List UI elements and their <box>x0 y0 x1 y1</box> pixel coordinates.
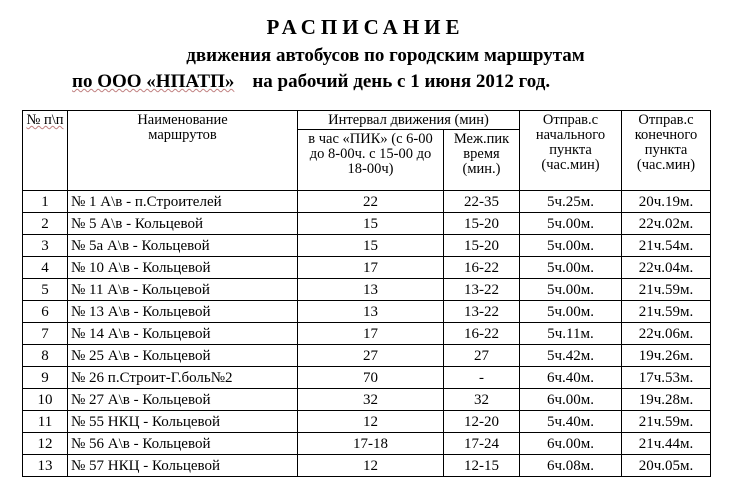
header-route-name <box>68 111 298 191</box>
row-number: 9 <box>23 367 68 389</box>
row-number: 12 <box>23 433 68 455</box>
depart-start-time: 5ч.40м. <box>520 411 622 433</box>
subtitle: движения автобусов по городским маршрутам <box>186 45 585 66</box>
route-name: № 55 НКЦ - Кольцевой <box>68 411 298 433</box>
row-number: 3 <box>23 235 68 257</box>
offpeak-interval: - <box>444 367 520 389</box>
depart-end-time: 20ч.05м. <box>622 455 711 477</box>
depart-end-time: 21ч.44м. <box>622 433 711 455</box>
route-name: № 13 А\в - Кольцевой <box>68 301 298 323</box>
offpeak-interval: 12-20 <box>444 411 520 433</box>
header-depart-start-label: Отправ.с начального пункта (час.мин) <box>535 112 606 173</box>
peak-interval: 17 <box>298 257 444 279</box>
table-row <box>23 213 711 235</box>
peak-interval: 13 <box>298 301 444 323</box>
table-row <box>23 235 711 257</box>
route-name: № 25 А\в - Кольцевой <box>68 345 298 367</box>
table-row <box>23 389 711 411</box>
header-route-name-label: Наименование маршрутов <box>137 112 228 143</box>
offpeak-interval: 15-20 <box>444 213 520 235</box>
table-row <box>23 279 711 301</box>
table-row <box>23 191 711 213</box>
schedule-rows <box>23 191 711 477</box>
peak-interval: 12 <box>298 455 444 477</box>
subtitle-company <box>72 71 550 93</box>
depart-start-time: 6ч.08м. <box>520 455 622 477</box>
header-number-label: № п\п <box>26 112 64 128</box>
depart-start-time: 5ч.00м. <box>520 257 622 279</box>
row-number: 4 <box>23 257 68 279</box>
header-peak-label: в час «ПИК» (с 6-00 до 8-00ч. с 15-00 до 18-00ч) <box>308 131 433 177</box>
depart-start-time: 5ч.11м. <box>520 323 622 345</box>
route-name: № 56 А\в - Кольцевой <box>68 433 298 455</box>
row-number: 10 <box>23 389 68 411</box>
header-number <box>23 111 68 191</box>
company-name: по ООО «НПАТП» <box>72 71 235 92</box>
header-peak <box>298 130 444 191</box>
depart-start-time: 6ч.40м. <box>520 367 622 389</box>
table-row <box>23 411 711 433</box>
route-name: № 10 А\в - Кольцевой <box>68 257 298 279</box>
depart-end-time: 21ч.59м. <box>622 301 711 323</box>
peak-interval: 15 <box>298 235 444 257</box>
peak-interval: 32 <box>298 389 444 411</box>
depart-start-time: 5ч.00м. <box>520 213 622 235</box>
depart-end-time: 17ч.53м. <box>622 367 711 389</box>
depart-end-time: 19ч.28м. <box>622 389 711 411</box>
route-name: № 5а А\в - Кольцевой <box>68 235 298 257</box>
depart-end-time: 21ч.59м. <box>622 279 711 301</box>
peak-interval: 17-18 <box>298 433 444 455</box>
depart-end-time: 21ч.54м. <box>622 235 711 257</box>
depart-end-time: 19ч.26м. <box>622 345 711 367</box>
offpeak-interval: 15-20 <box>444 235 520 257</box>
depart-end-time: 20ч.19м. <box>622 191 711 213</box>
peak-interval: 22 <box>298 191 444 213</box>
depart-start-time: 5ч.42м. <box>520 345 622 367</box>
table-row <box>23 257 711 279</box>
offpeak-interval: 16-22 <box>444 323 520 345</box>
offpeak-interval: 16-22 <box>444 257 520 279</box>
offpeak-interval: 17-24 <box>444 433 520 455</box>
route-name: № 1 А\в - п.Строителей <box>68 191 298 213</box>
header-depart-end-label: Отправ.с конечного пункта (час.мин) <box>634 112 698 173</box>
table-row <box>23 323 711 345</box>
depart-end-time: 22ч.06м. <box>622 323 711 345</box>
offpeak-interval: 32 <box>444 389 520 411</box>
schedule-table <box>22 110 711 477</box>
offpeak-interval: 13-22 <box>444 301 520 323</box>
table-row <box>23 455 711 477</box>
peak-interval: 17 <box>298 323 444 345</box>
row-number: 7 <box>23 323 68 345</box>
table-row <box>23 433 711 455</box>
depart-end-time: 22ч.04м. <box>622 257 711 279</box>
header-interval: Интервал движения (мин) <box>298 111 520 130</box>
header-offpeak <box>444 130 520 191</box>
peak-interval: 12 <box>298 411 444 433</box>
table-row <box>23 301 711 323</box>
header-offpeak-label: Меж.пик время (мин.) <box>453 131 510 177</box>
depart-start-time: 6ч.00м. <box>520 389 622 411</box>
offpeak-interval: 27 <box>444 345 520 367</box>
offpeak-interval: 22-35 <box>444 191 520 213</box>
route-name: № 14 А\в - Кольцевой <box>68 323 298 345</box>
table-row <box>23 367 711 389</box>
depart-start-time: 6ч.00м. <box>520 433 622 455</box>
route-name: № 5 А\в - Кольцевой <box>68 213 298 235</box>
peak-interval: 13 <box>298 279 444 301</box>
row-number: 13 <box>23 455 68 477</box>
row-number: 2 <box>23 213 68 235</box>
depart-start-time: 5ч.00м. <box>520 235 622 257</box>
header-depart-end <box>622 111 711 191</box>
route-name: № 27 А\в - Кольцевой <box>68 389 298 411</box>
peak-interval: 15 <box>298 213 444 235</box>
depart-end-time: 22ч.02м. <box>622 213 711 235</box>
date-line: на рабочий день с 1 июня 2012 год. <box>252 71 551 92</box>
route-name: № 57 НКЦ - Кольцевой <box>68 455 298 477</box>
depart-start-time: 5ч.25м. <box>520 191 622 213</box>
row-number: 1 <box>23 191 68 213</box>
row-number: 11 <box>23 411 68 433</box>
route-name: № 11 А\в - Кольцевой <box>68 279 298 301</box>
offpeak-interval: 12-15 <box>444 455 520 477</box>
peak-interval: 27 <box>298 345 444 367</box>
title: РАСПИСАНИЕ <box>266 15 465 39</box>
row-number: 8 <box>23 345 68 367</box>
peak-interval: 70 <box>298 367 444 389</box>
row-number: 6 <box>23 301 68 323</box>
route-name: № 26 п.Строит-Г.боль№2 <box>68 367 298 389</box>
depart-start-time: 5ч.00м. <box>520 301 622 323</box>
offpeak-interval: 13-22 <box>444 279 520 301</box>
depart-end-time: 21ч.59м. <box>622 411 711 433</box>
header-depart-start <box>520 111 622 191</box>
table-row <box>23 345 711 367</box>
depart-start-time: 5ч.00м. <box>520 279 622 301</box>
row-number: 5 <box>23 279 68 301</box>
